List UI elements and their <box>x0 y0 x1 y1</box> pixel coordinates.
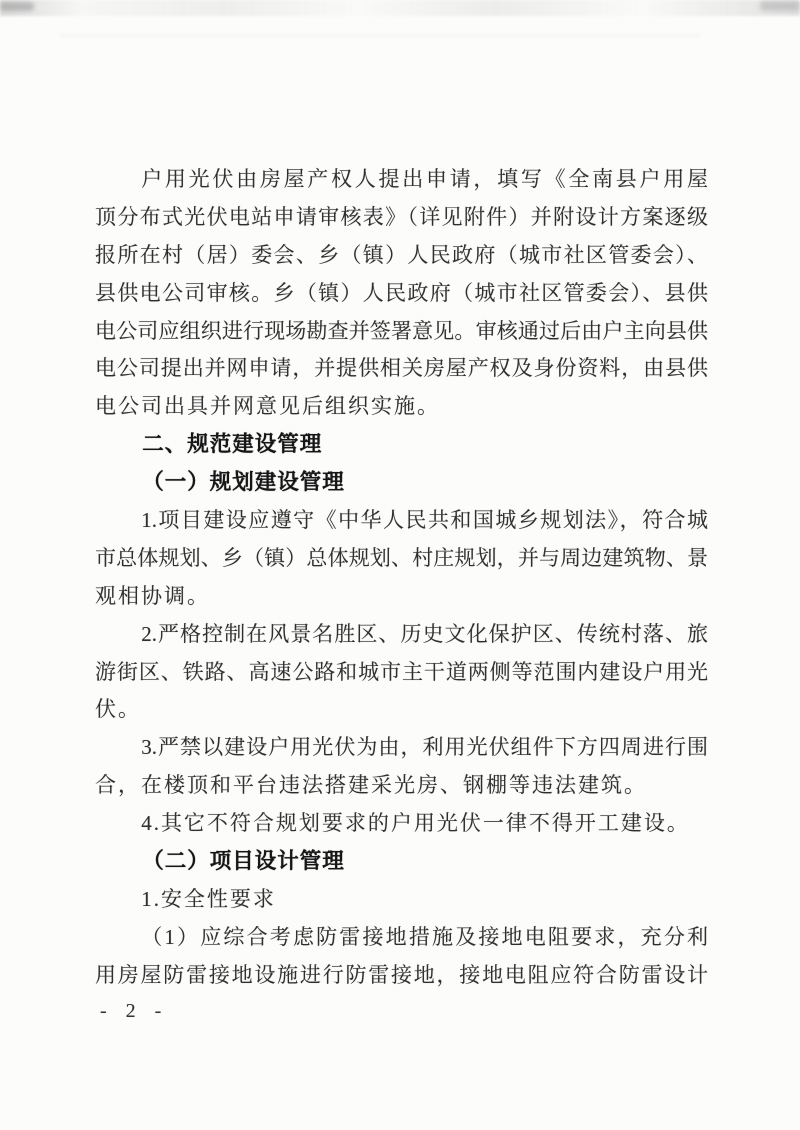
text-line: 4.其它不符合规划要求的户用光伏一律不得开工建设。 <box>141 811 690 836</box>
text-line: 2.严格控制在风景名胜区、历史文化保护区、传统村落、旅 <box>141 621 708 646</box>
text-line: 伏。 <box>95 697 141 722</box>
page-number: - 2 - <box>100 1000 169 1022</box>
text-line: 户用光伏由房屋产权人提出申请，填写《全南县户用屋 <box>141 167 708 191</box>
section-heading: 二、规范建设管理 <box>142 432 323 457</box>
text-line: 顶分布式光伏电站申请审核表》（详见附件）并附设计方案逐级 <box>95 204 708 229</box>
text-line: 游街区、铁路、高速公路和城市主干道两侧等范围内建设户用光 <box>95 659 708 684</box>
text-line: 1.安全性要求 <box>141 886 276 911</box>
text-block <box>95 161 708 995</box>
text-line: 电公司出具并网意见后组织实施。 <box>95 394 440 419</box>
scan-artifact-corner-right <box>760 1 800 11</box>
text-line: 市总体规划、乡（镇）总体规划、村庄规划，并与周边建筑物、景 <box>95 545 708 570</box>
text-line: 县供电公司审核。乡（镇）人民政府（城市社区管委会）、县供 <box>95 280 708 305</box>
text-line: 用房屋防雷接地设施进行防雷接地，接地电阻应符合防雷设计 <box>95 962 708 987</box>
text-line: 观相协调。 <box>95 583 210 608</box>
text-line: 合，在楼顶和平台违法搭建采光房、钢棚等违法建筑。 <box>95 773 647 798</box>
text-line: 电公司应组织进行现场勘查并签署意见。审核通过后由户主向县供 <box>95 318 708 343</box>
section-heading: （二）项目设计管理 <box>142 849 345 874</box>
scan-artifact-top <box>0 0 800 16</box>
section-heading: （一）规划建设管理 <box>142 470 345 495</box>
text-line: 3.严禁以建设户用光伏为由，利用光伏组件下方四周进行围 <box>141 735 708 760</box>
text-line: （1）应综合考虑防雷接地措施及接地电阻要求，充分利 <box>141 924 708 949</box>
scan-artifact-streak <box>60 34 700 37</box>
scan-artifact-corner-left <box>0 2 34 11</box>
text-line: 报所在村（居）委会、乡（镇）人民政府（城市社区管委会）、 <box>95 242 708 267</box>
text-line: 1.项目建设应遵守《中华人民共和国城乡规划法》，符合城 <box>141 508 708 533</box>
text-line: 电公司提出并网申请，并提供相关房屋产权及身份资料，由县供 <box>95 356 708 381</box>
